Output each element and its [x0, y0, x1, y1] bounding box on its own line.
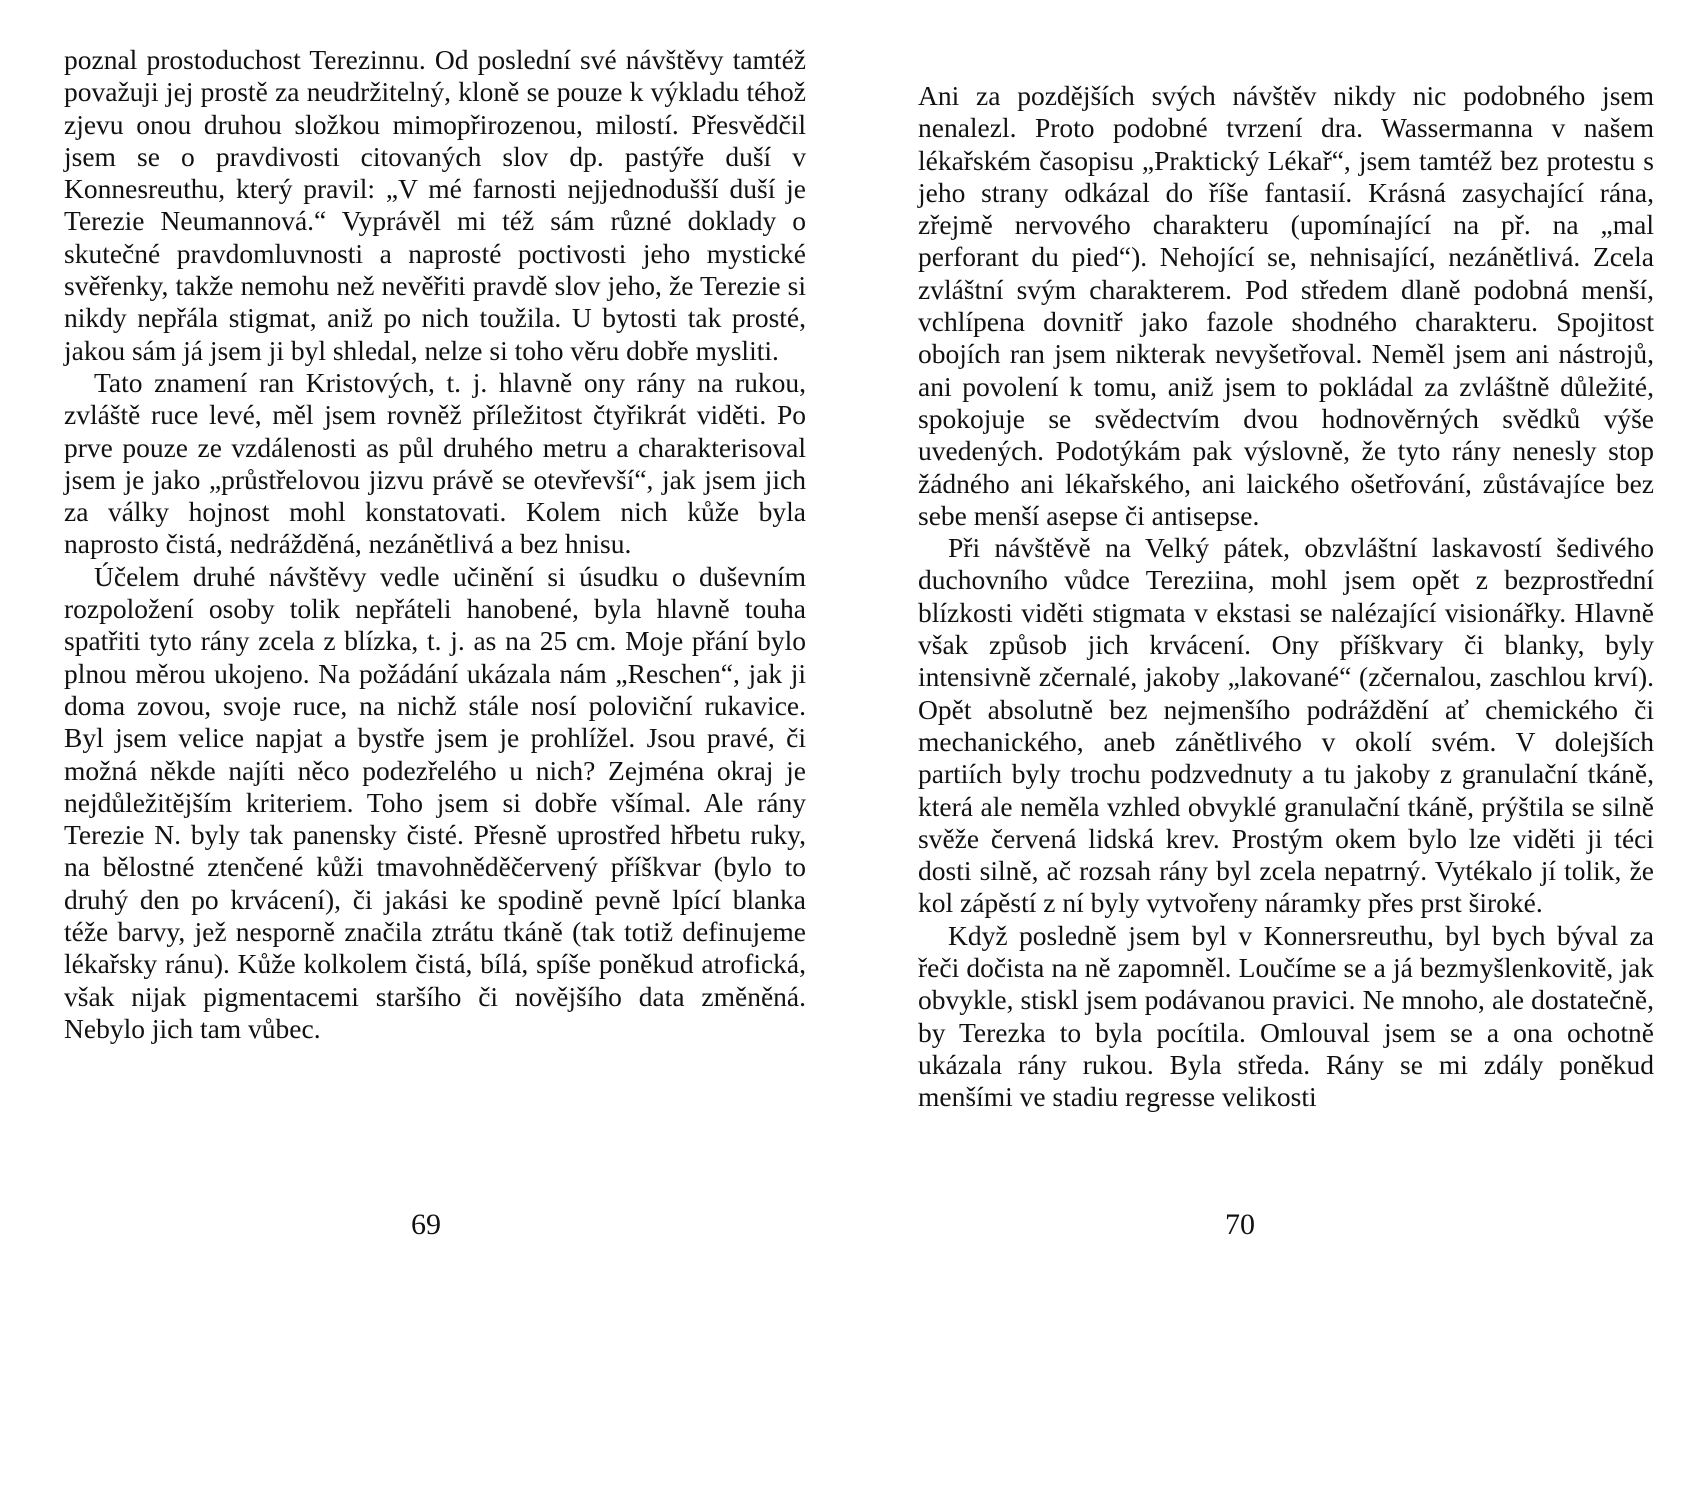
right-paragraph-1: Ani za pozdějších svých návštěv nikdy nic podobného jsem nenalezl. Proto podobné tvrzení dra. Wassermanna v našem lékařském časopisu „Praktický Lékař“, jsem tamtéž bez protestu s jeho strany odkázal do říše fantasií. Krásná zasychající rána, zřejmě nervového charakteru (upomínající na př. na „mal perforant du pied“). Nehojící se, nehnisající, nezánětlivá. Zcela zvláštní svým charakterem. Pod středem dlaně podobná menší, vchlípena dovnitř jako fazole shodného charakteru. Spojitost obojích ran jsem nikterak nevyšetřoval. Neměl jsem ani nástrojů, ani povolení k tomu, aniž jsem to pokládal za zvláštně důležité, spokojuje se svědectvím dvou hodnověrných svědků výše uvedených. Podotýkám pak výslovně, že tyto rány nenesly stop žádného ani lékařského, ani laického ošetřování, zůstávajíce bez sebe menší asepse či antisepse.	[918, 80, 1654, 531]
right-text-column	[918, 80, 1654, 1114]
right-page-number: 70	[1225, 1208, 1255, 1241]
right-page	[852, 0, 1704, 1500]
right-paragraph-2: Při návštěvě na Velký pátek, obzvláštní laskavostí šedivého duchovního vůdce Tereziina, mohl jsem opět z bezprostřední blízkosti viděti stigmata v ekstasi se nalézající visionářky. Hlavně však způsob jich krvácení. Ony příškvary či blanky, byly intensivně zčernalé, jakoby „lakované“ (zčernalou, zaschlou krví). Opět absolutně bez nejmenšího podráždění ať chemického či mechanického, aneb zánětlivého v okolí svém. V dolejších partiích byly trochu podzvednuty a tu jakoby z granulační tkáně, která ale neměla vzhled obvyklé granulační tkáně, prýštila se silně svěže červená lidská krev. Prostým okem bylo lze viděti ji téci dosti silně, ač rozsah rány byl zcela nepatrný. Vytékalo jí tolik, že kol zápěstí z ní byly vytvořeny náramky přes prst široké.	[918, 532, 1654, 919]
left-page-number: 69	[411, 1208, 441, 1241]
right-paragraph-3: Když posledně jsem byl v Konnersreuthu, byl bych býval za řeči dočista na ně zapomněl. Loučíme se a já bezmyšlenkovitě, jak obvykle, stiskl jsem podávanou pravici. Ne mnoho, ale dostatečně, by Terezka to byla pocítila. Omlouval jsem se a ona ochotně ukázala rány rukou. Byla středa. Rány se mi zdály poněkud menšími ve stadiu regresse velikosti	[918, 919, 1654, 1113]
left-paragraph-1: poznal prostoduchost Terezinnu. Od poslední své návštěvy tamtéž považuji jej prostě za neudržitelný, kloně se pouze k výkladu téhož zjevu onou druhou složkou mimopřirozenou, milostí. Přesvědčil jsem se o pravdivosti citovaných slov dp. pastýře duší v Konnesreuthu, který pravil: „V mé farnosti nejjednodušší duší je Terezie Neumannová.“ Vyprávěl mi též sám různé doklady o skutečné pravdomluvnosti a naprosté poctivosti jeho mystické svěřenky, takže nemohu než nevěřiti pravdě slov jeho, že Terezie si nikdy nepřála stigmat, aniž po nich toužila. U bytosti tak prosté, jakou sám já jsem ji byl shledal, nelze si toho věru dobře mysliti.	[64, 44, 806, 366]
left-paragraph-2: Tato znamení ran Kristových, t. j. hlavně ony rány na rukou, zvláště ruce levé, měl jsem rovněž příležitost čtyřikrát viděti. Po prve pouze ze vzdálenosti as půl druhého metru a charakterisoval jsem je jako „průstřelovou jizvu právě se otevřevší“, jak jsem jich za války hojnost mohl konstatovati. Kolem nich kůže byla naprosto čistá, nedrážděná, nezánětlivá a bez hnisu.	[64, 366, 806, 560]
left-text-column	[64, 44, 806, 1045]
left-paragraph-3: Účelem druhé návštěvy vedle učinění si úsudku o duševním rozpoložení osoby tolik nepřáteli hanobené, byla hlavně touha spatřiti tyto rány zcela z blízka, t. j. as na 25 cm. Moje přání bylo plnou měrou ukojeno. Na požádání ukázala nám „Reschen“, jak ji doma zovou, svoje ruce, na nichž stále nosí poloviční rukavice. Byl jsem velice napjat a bystře jsem je prohlížel. Jsou pravé, či možná někde najíti něco podezřelého u nich? Zejména okraj je nejdůležitějším kriteriem. Toho jsem si dobře všímal. Ale rány Terezie N. byly tak panensky čisté. Přesně uprostřed hřbetu ruky, na bělostné ztenčené kůži tmavohněděčervený příškvar (bylo to druhý den po krvácení), či jakási ke spodině pevně lpící blanka téže barvy, jež nesporně značila ztrátu tkáně (tak totiž definujeme lékařsky ránu). Kůže kolkolem čistá, bílá, spíše poněkud atrofická, však nijak pigmentacemi staršího či novějšího data změněná. Nebylo jich tam vůbec.	[64, 560, 806, 1044]
